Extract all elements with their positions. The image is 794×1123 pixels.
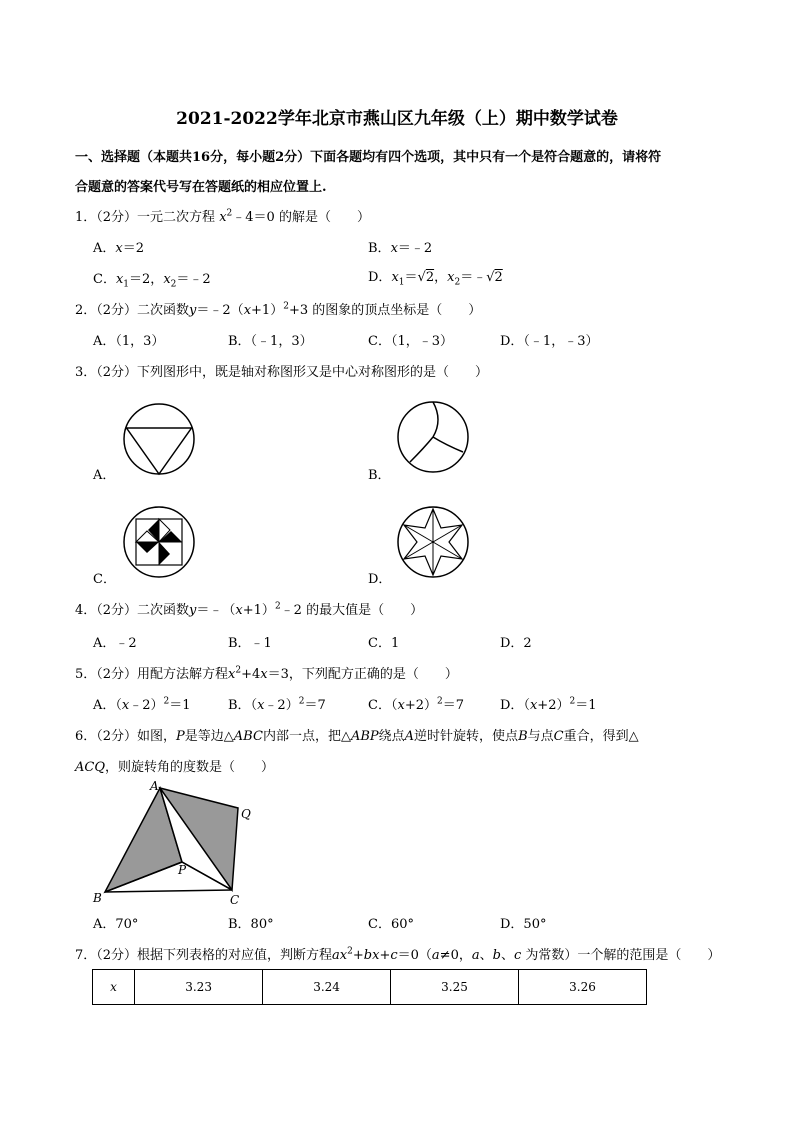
table-cell: 3.26 xyxy=(519,970,647,1005)
q4-option-a[interactable]: A．﹣2 xyxy=(93,636,137,651)
q2-option-a[interactable]: A．（1，3） xyxy=(93,334,165,349)
question-7: 7．（2分）根据下列表格的对应值，判断方程$ax^2+bx+c=0(a\ne 0$，a、b、c 为常数）一个解的范围是（ ） xyxy=(75,946,721,963)
table-cell: 3.25 xyxy=(391,970,519,1005)
q5-option-a[interactable]: A．（x﹣2）$^2$＝1 xyxy=(93,696,191,713)
q4-option-d[interactable]: D．2 xyxy=(500,636,532,651)
page-title: 2021-2022学年北京市燕山区九年级（上）期中数学试卷 xyxy=(176,109,618,129)
q6-option-c[interactable]: C．60° xyxy=(368,917,414,932)
q5-option-b[interactable]: B．（x﹣2）$^2$＝7 xyxy=(228,696,326,713)
question-6-line1: 6．（2分）如图，P是等边△ABC内部一点，把△ABP绕点A逆时针旋转，使点B与点C重合，得到△ xyxy=(75,729,639,744)
question-6-line2: ACQ，则旋转角的度数是（ ） xyxy=(75,760,275,775)
q5-option-d[interactable]: D．$(x+2)^2=1$ xyxy=(500,696,597,713)
label-a: A xyxy=(150,779,159,793)
label-p: P xyxy=(178,863,187,877)
question-1: 1．（2分）一元二次方程 $x^2﹣4=0$ 的解是（ ） xyxy=(75,208,370,225)
q1-option-c[interactable]: C．$x_1=2$，$x_2=﹣2$ xyxy=(93,272,211,290)
q2-option-b[interactable]: B．（﹣1，3） xyxy=(228,334,313,349)
table-cell: 3.23 xyxy=(135,970,263,1005)
q3-option-d[interactable]: D． xyxy=(368,572,392,587)
q1-option-b[interactable]: B．x＝﹣2 xyxy=(368,241,433,256)
q3-option-a[interactable]: A． xyxy=(93,468,116,483)
q4-option-b[interactable]: B．﹣1 xyxy=(228,636,272,651)
q6-option-a[interactable]: A．70° xyxy=(93,917,139,932)
question-2: 2．（2分）二次函数$y=﹣2(x+1)^2+3$ 的图象的顶点坐标是（ ） xyxy=(75,301,482,318)
question-4: 4．（2分）二次函数$y=﹣(x+1)^2﹣2$ 的最大值是（ ） xyxy=(75,601,424,618)
label-q: Q xyxy=(241,807,251,821)
q1-option-a[interactable]: A．x＝2 xyxy=(93,241,145,256)
q2-option-d[interactable]: D．（﹣1，﹣3） xyxy=(500,334,599,349)
section-heading-line2: 合题意的答案代号写在答题纸的相应位置上. xyxy=(75,180,327,195)
question-3: 3．（2分）下列图形中，既是轴对称图形又是中心对称图形的是（ ） xyxy=(75,365,489,380)
q3-figure-a xyxy=(122,402,196,476)
q6-option-b[interactable]: B．80° xyxy=(228,917,274,932)
label-c: C xyxy=(230,893,240,907)
question-5: 5．（2分）用配方法解方程$x^2+4x=3$，下列配方正确的是（ ） xyxy=(75,665,458,682)
q6-option-d[interactable]: D．50° xyxy=(500,917,547,932)
table-row xyxy=(93,970,647,1005)
q5-option-c[interactable]: C．$(x+2)^2=7$ xyxy=(368,696,464,713)
q3-figure-b xyxy=(396,400,470,474)
q4-option-c[interactable]: C．1 xyxy=(368,636,400,651)
q1-option-d[interactable]: D．$x_1=√2$，$x_2=﹣√2$ xyxy=(368,270,503,288)
q3-figure-c xyxy=(122,505,196,579)
q3-option-b[interactable]: B． xyxy=(368,468,391,483)
q3-figure-d xyxy=(396,505,470,579)
q6-figure xyxy=(90,780,265,905)
table-cell: 3.24 xyxy=(263,970,391,1005)
table-cell: x xyxy=(93,970,135,1005)
q2-option-c[interactable]: C．（1，﹣3） xyxy=(368,334,453,349)
q7-table xyxy=(92,969,647,1005)
section-heading-line1: 一、选择题（本题共16分，每小题2分）下面各题均有四个选项，其中只有一个是符合题意的，请将符 xyxy=(75,150,662,165)
q3-option-c[interactable]: C． xyxy=(93,572,116,587)
label-b: B xyxy=(93,891,102,905)
